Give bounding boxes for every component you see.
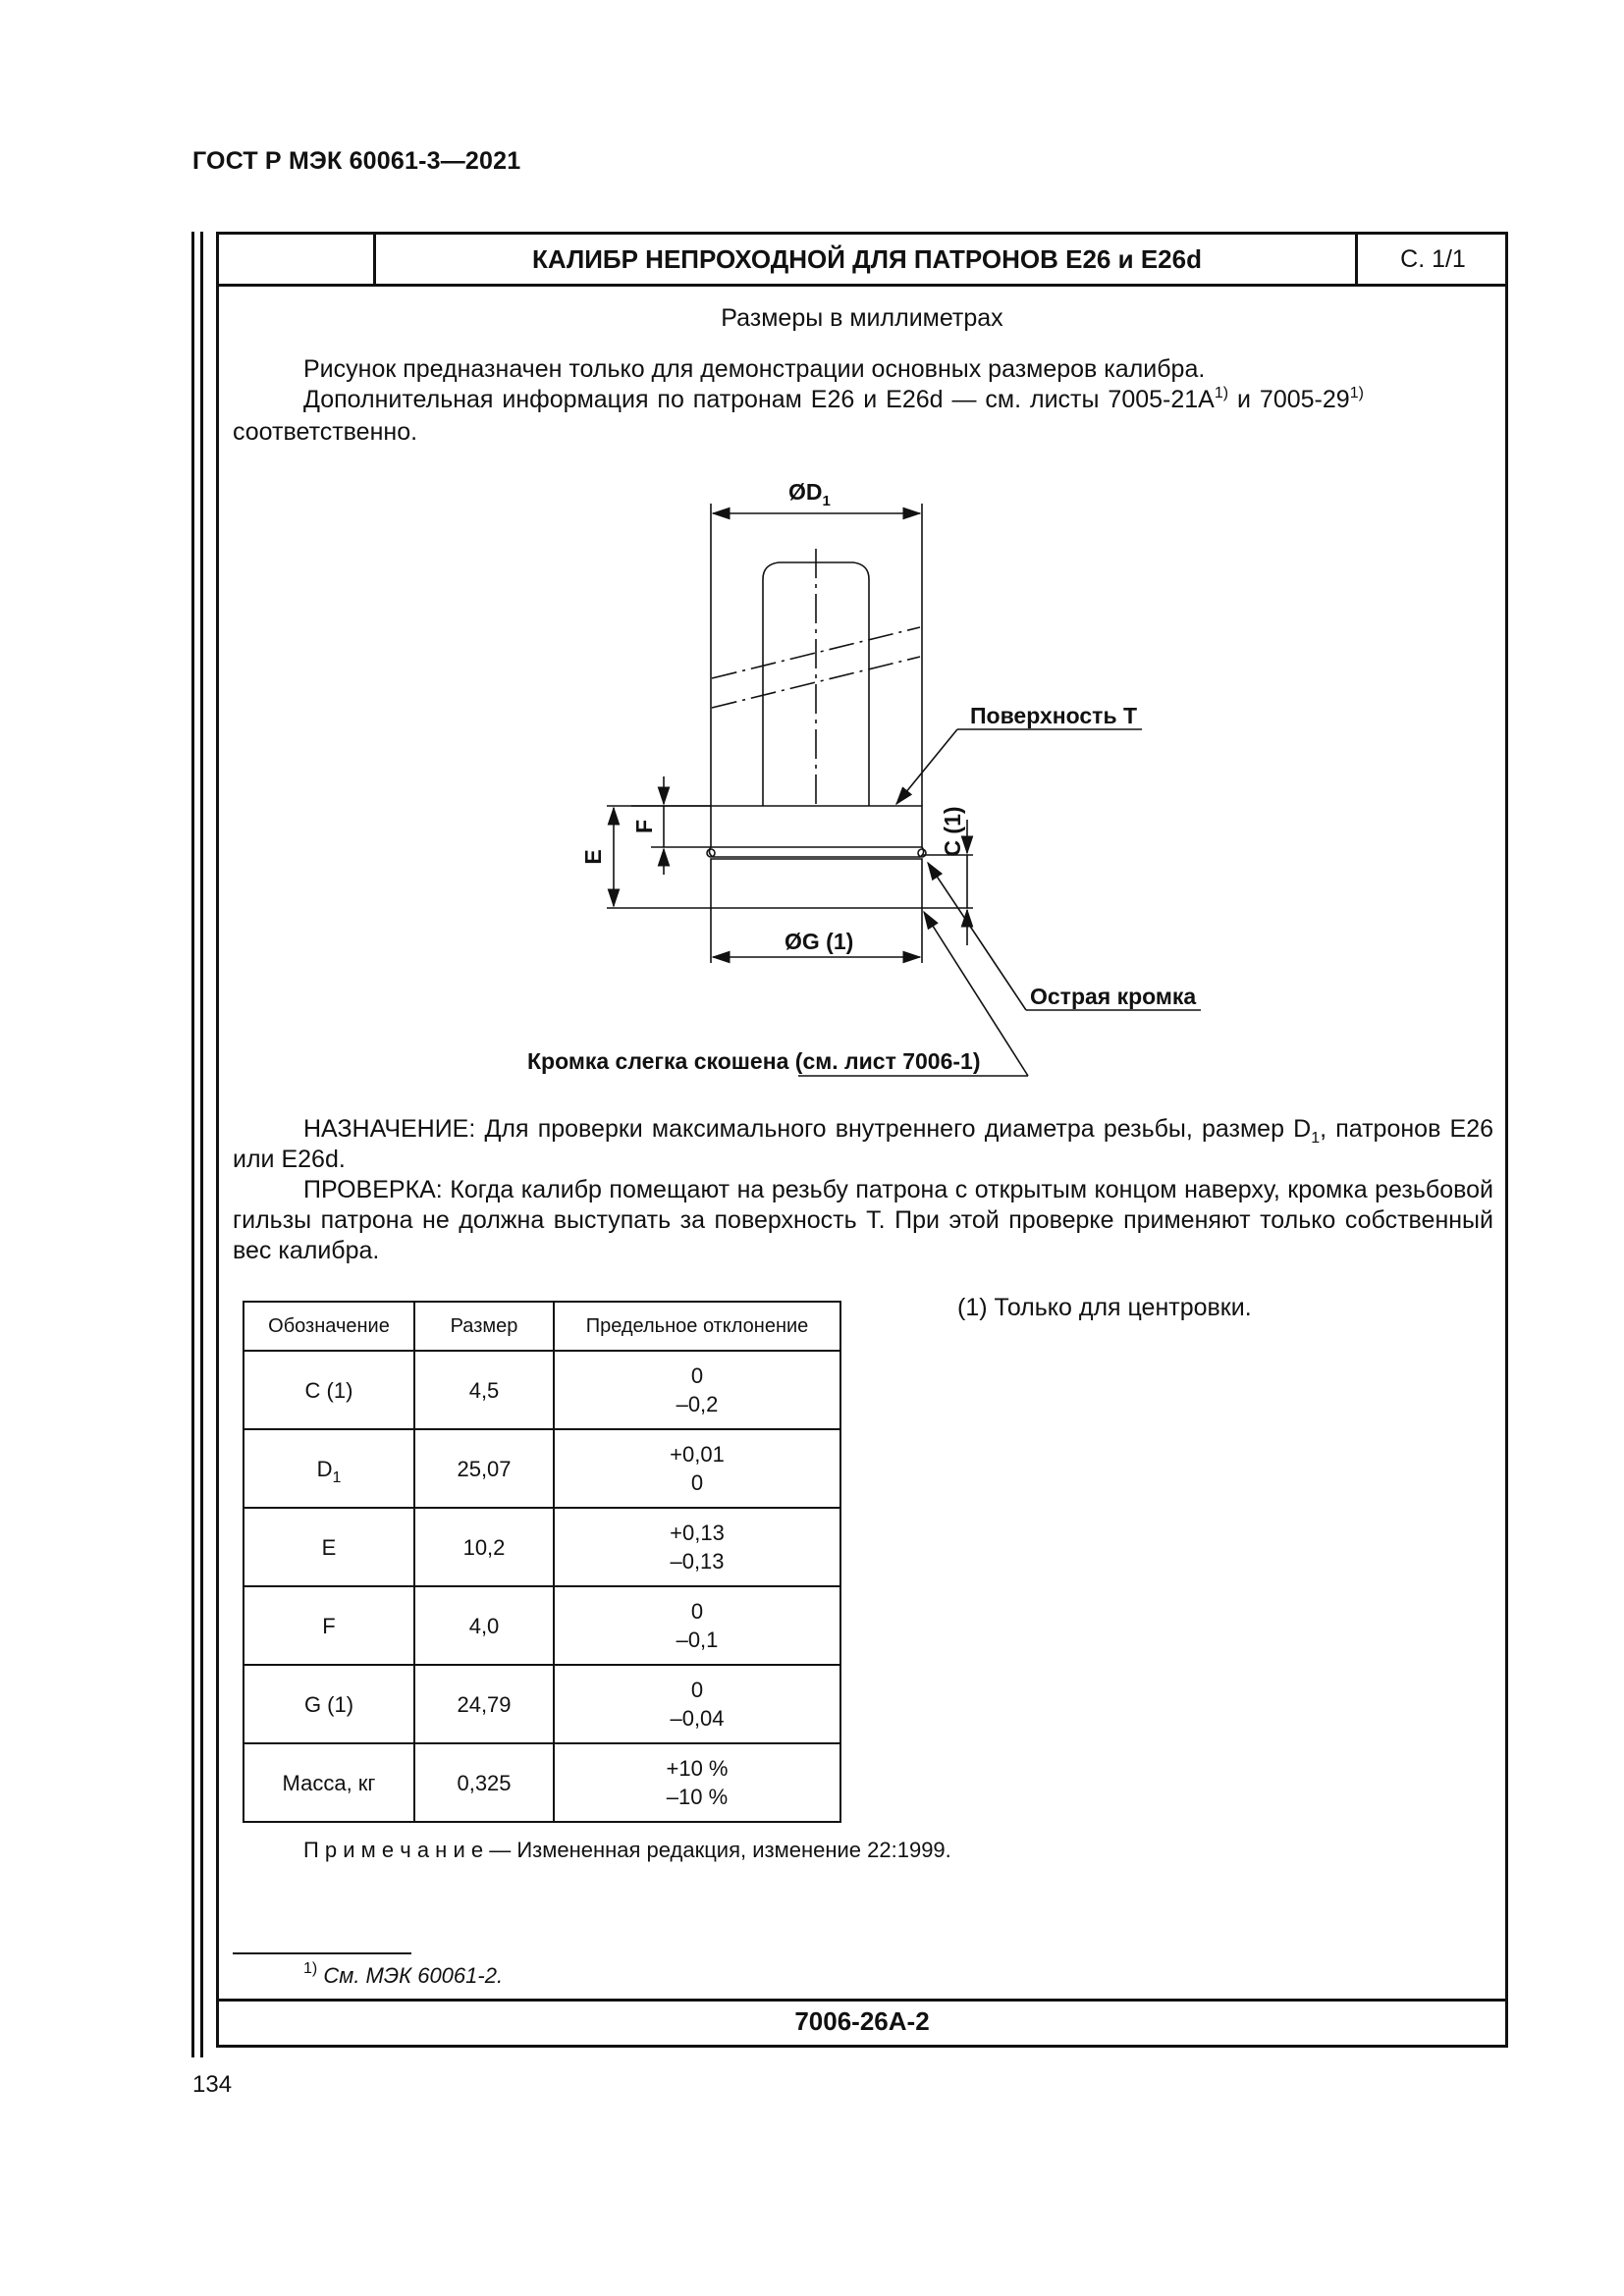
label-f: F	[631, 819, 657, 834]
table-row	[244, 1351, 840, 1429]
intro-sup-2: 1)	[1349, 385, 1364, 401]
cell-size: 4,5	[414, 1351, 554, 1429]
intro-sup-1: 1)	[1214, 385, 1229, 401]
tol-lower: –0,13	[670, 1549, 725, 1574]
table-row	[244, 1429, 840, 1508]
footnote-marker: 1)	[303, 1960, 318, 1977]
footnote-rule	[233, 1952, 411, 1954]
label-d1: $ØD_1$	[788, 479, 831, 509]
cell-tolerance	[554, 1743, 840, 1822]
cell-size: 0,325	[414, 1743, 554, 1822]
cell-symbol: C (1)	[244, 1351, 414, 1429]
cell-tolerance	[554, 1508, 840, 1586]
cell-tolerance	[554, 1665, 840, 1743]
purpose-text-a: Для проверки максимального внутреннего диаметра резьбы, размер D	[475, 1115, 1312, 1143]
symbol-text: D	[316, 1456, 333, 1481]
table-row	[244, 1508, 840, 1586]
header-size: Размер	[414, 1302, 554, 1351]
label-e: E	[580, 849, 606, 865]
tol-upper: +0,13	[670, 1521, 725, 1545]
tol-upper: +0,01	[670, 1442, 725, 1467]
label-c: C (1)	[940, 806, 965, 857]
check-paragraph	[233, 1175, 1493, 1266]
units-note: Размеры в миллиметрах	[721, 304, 1003, 332]
gauge-drawing	[219, 235, 1505, 1079]
note-lead: П р и м е ч а н и е	[303, 1838, 484, 1862]
check-lead: ПРОВЕРКА:	[303, 1176, 443, 1203]
leader-surface-t	[896, 729, 957, 804]
cell-symbol: Масса, кг	[244, 1743, 414, 1822]
label-surface-t: Поверхность Т	[970, 703, 1138, 728]
intro-text-a: Дополнительная информация по патронам Е26 и Е26d — см. листы 7005-21А	[303, 386, 1215, 413]
tol-lower: –0,1	[676, 1628, 719, 1652]
cell-symbol: F	[244, 1586, 414, 1665]
sheet-page-number: С. 1/1	[1400, 245, 1466, 273]
cell-symbol: G (1)	[244, 1665, 414, 1743]
purpose-text-b: , патронов Е26 или Е26d.	[233, 1115, 1493, 1173]
table-row	[244, 1665, 840, 1743]
intro-line-3: соответственно.	[233, 418, 418, 446]
footnote	[303, 1960, 503, 1991]
gauge-base	[711, 859, 922, 908]
check-text: Когда калибр помещают на резьбу патрона с открытым концом наверху, кромка резьбовой гильзы патрона не должна выступать за поверхность Т. При этой проверке применяют только собственный вес калибра.	[233, 1176, 1493, 1264]
table-header-row	[244, 1302, 840, 1351]
margin-line-mid	[200, 232, 203, 2057]
sheet-title: КАЛИБР НЕПРОХОДНОЙ ДЛЯ ПАТРОНОВ Е26 и Е26d	[532, 244, 1202, 274]
cell-tolerance	[554, 1351, 840, 1429]
sheet-code: 7006-26А-2	[794, 2006, 930, 2036]
tol-lower: –0,04	[670, 1706, 725, 1731]
gauge-groove	[709, 847, 923, 857]
cell-tolerance	[554, 1429, 840, 1508]
cell-tolerance	[554, 1586, 840, 1665]
leader-sharp-edge	[928, 863, 1026, 1010]
header-tolerance: Предельное отклонение	[554, 1302, 840, 1351]
dimensions-table	[243, 1301, 841, 1823]
tol-lower: –0,2	[676, 1392, 719, 1416]
cell-symbol	[244, 1429, 414, 1508]
note-text: — Измененная редакция, изменение 22:1999.	[483, 1838, 951, 1862]
header-symbol: Обозначение	[244, 1302, 414, 1351]
label-chamfer: Кромка слегка скошена (см. лист 7006-1)	[527, 1048, 981, 1074]
document-header: ГОСТ Р МЭК 60061-3—2021	[192, 147, 521, 175]
label-sharp-edge: Острая кромка	[1030, 984, 1197, 1009]
tol-upper: 0	[690, 1678, 704, 1702]
cell-size: 10,2	[414, 1508, 554, 1586]
gauge-collar	[711, 806, 922, 847]
page-number: 134	[192, 2071, 233, 2098]
intro-text-b: и 7005-29	[1228, 386, 1350, 413]
margin-line-left	[191, 232, 194, 2057]
centering-note: (1) Только для центровки.	[957, 1294, 1252, 1321]
tol-upper: 0	[690, 1363, 704, 1388]
tol-upper: 0	[690, 1599, 704, 1624]
tol-lower: 0	[690, 1470, 704, 1495]
cell-size: 25,07	[414, 1429, 554, 1508]
table-row	[244, 1743, 840, 1822]
purpose-lead: НАЗНАЧЕНИЕ:	[303, 1115, 476, 1143]
label-g: ØG (1)	[785, 929, 854, 954]
purpose-sub: 1	[1311, 1130, 1321, 1147]
intro-line-1: Рисунок предназначен только для демонстрации основных размеров калибра.	[303, 355, 1206, 383]
footnote-text: См. МЭК 60061-2.	[317, 1963, 504, 1988]
table-note	[303, 1835, 951, 1865]
sheet-frame	[216, 232, 1508, 2048]
tol-upper: +10 %	[666, 1756, 729, 1781]
table-row	[244, 1586, 840, 1665]
tol-lower: –10 %	[666, 1785, 729, 1809]
cell-size: 24,79	[414, 1665, 554, 1743]
cell-size: 4,0	[414, 1586, 554, 1665]
cell-symbol: E	[244, 1508, 414, 1586]
purpose-paragraph	[233, 1114, 1493, 1175]
symbol-sub: 1	[332, 1468, 342, 1486]
